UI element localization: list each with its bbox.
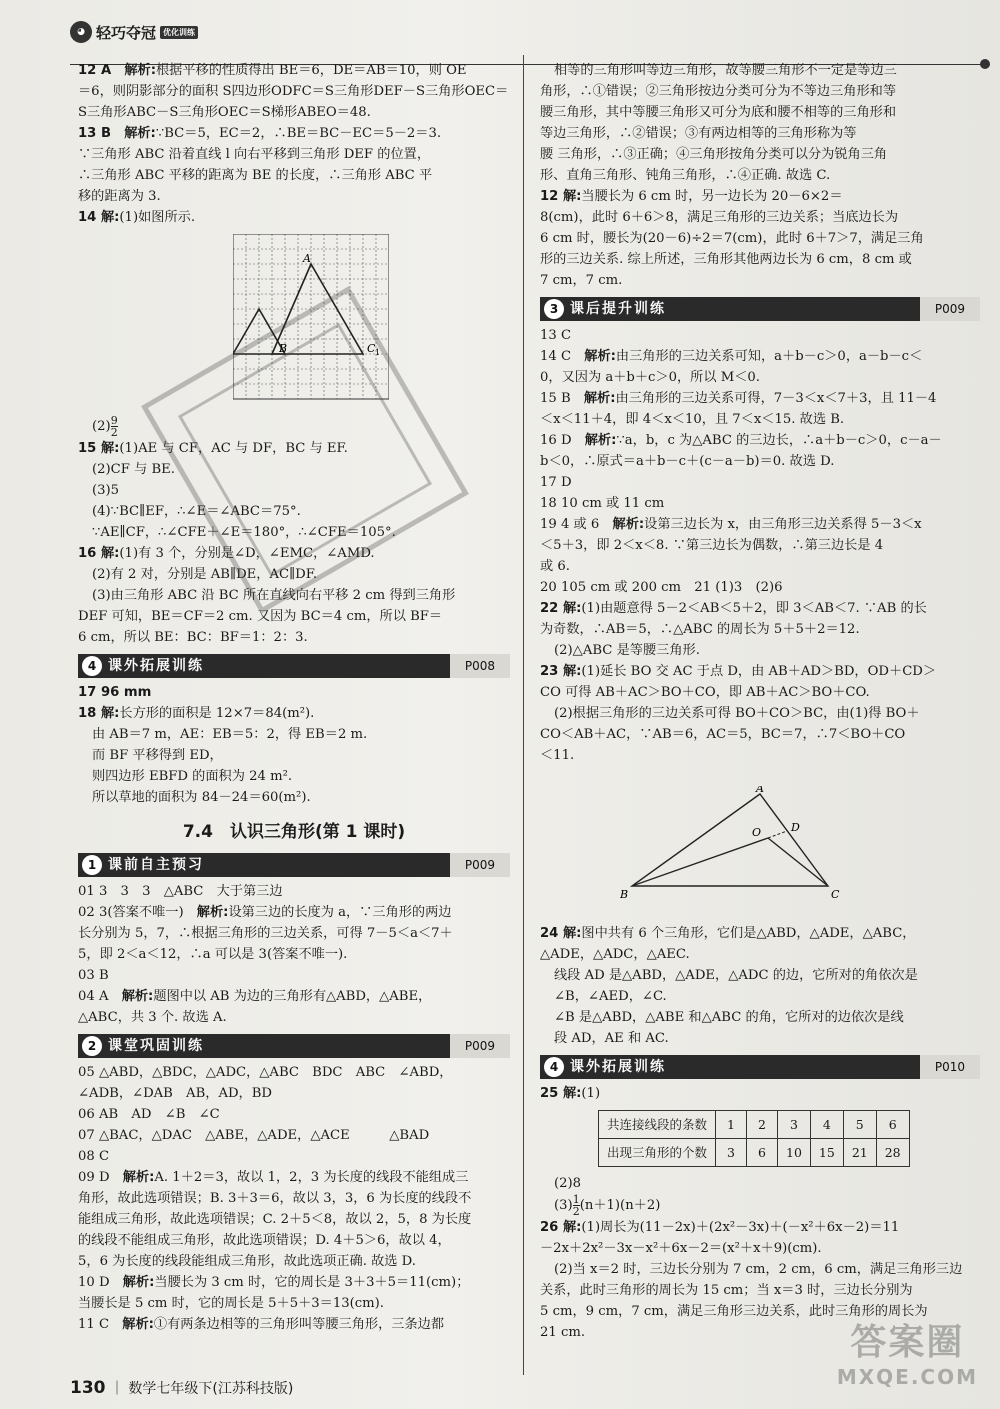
book-logo bbox=[70, 20, 198, 44]
grid-label-c1-sub: 1 bbox=[375, 348, 381, 357]
section-header-4-right: 4 课外拓展训练 P010 bbox=[540, 1055, 980, 1079]
answer-08: 08 C bbox=[78, 1149, 110, 1164]
answer-20-21-right: 20 105 cm 或 200 cm 21 (1)3 (2)6 bbox=[540, 580, 783, 595]
answer-02: 02 3(答案不唯一) 解析:设第三边的长度为 a，∵三角形的两边 长分别为 5，7，∴根据三角形的三边关系，可得 7－5＜a＜7＋ 5，即 2＜a＜12，∴a 可以是 3(答案不唯一). bbox=[78, 905, 453, 962]
segments-triangles-table bbox=[598, 1110, 910, 1167]
answer-13-right: 13 C bbox=[540, 328, 572, 343]
answer-26-right: 26 解:(1)周长为(11－2x)＋(2x²－3x)＋(－x²＋6x－2)＝11 －2x＋2x²－3x－x²＋6x－2＝(x²＋x＋9)(cm). (2)当 x＝2 时，三边长分别为 7 cm，2 cm，6 cm，满足三角形三边 关系，此时三角形的周长为 15 cm；当 x＝3 时，三边长分别为 5 cm，9 cm，7 cm，满足三角形三边关系，此时三角形的周长为 21 cm. bbox=[540, 1220, 963, 1340]
page-number: 130 bbox=[70, 1378, 106, 1398]
answer-24-right: 24 解:图中共有 6 个三角形，它们是△ABD，△ADE，△ABC， △ADE，△ADC，△AEC. 线段 AD 是△ABD，△ADE，△ADC 的边，它所对的角依次是 ∠B，∠AED，∠C. ∠B 是△ABD，△ABE 和△ABC 的角，它所对的边依次是线 段 AD，AE 和 AC. bbox=[540, 926, 918, 1046]
answer-18-right: 18 10 cm 或 11 cm bbox=[540, 496, 665, 511]
table-cell: 15 bbox=[810, 1139, 843, 1167]
tri-label-a: A bbox=[756, 786, 764, 795]
answer-09: 09 D 解析:A. 1＋2＝3，故以 1，2，3 为长度的线段不能组成三 角形，故此选项错误；B. 3＋3＝6，故以 3，3，6 为长度的线段不 能组成三角形，故此选项错误；C. 2＋5＜8，故以 2，5，8 为长度 的线段不能组成三角形，故此选项错误；D. 4＋5＞6，故以 4， 5，6 为长度的线段能组成三角形，故此选项正确. 故选 D. bbox=[78, 1170, 472, 1269]
section-header-2: 2 课堂巩固训练 P009 bbox=[78, 1034, 510, 1058]
tri-label-b: B bbox=[620, 888, 629, 901]
answer-14: 14 解:(1)如图所示. A B C 1 (2) $\frac{9}{2}$ bbox=[78, 207, 510, 438]
table-row-label: 出现三角形的个数 bbox=[599, 1139, 716, 1167]
left-column bbox=[78, 60, 510, 1335]
answer-16: 16 解:(1)有 3 个，分别是∠D，∠EMC，∠AMD. (2)有 2 对，分别是 AB∥DE，AC∥DF. (3)由三角形 ABC 沿 BC 所在直线向右平移 2 cm 得到三角形 DEF 可知，BE＝CF＝2 cm. 又因为 BC＝4 cm，所以 BF＝ 6 cm，所以 BE：BC：BF＝1：2：3. bbox=[78, 546, 456, 645]
page-header bbox=[70, 20, 990, 48]
tri-label-d: D bbox=[791, 821, 800, 834]
answer-15-right: 15 B 解析:由三角形的三边关系可得，7－3＜x＜7＋3，且 11－4 ＜x＜11＋4，即 4＜x＜10，且 7＜x＜15. 故选 B. bbox=[540, 391, 937, 427]
table-cell: 1 bbox=[716, 1111, 747, 1139]
table-cell: 3 bbox=[716, 1139, 747, 1167]
logo-text: 轻巧夺冠 bbox=[96, 23, 157, 42]
answer-13: 13 B 解析:∵BC＝5，EC＝2，∴BE＝BC－EC＝5－2＝3. ∵三角形 ABC 沿着直线 l 向右平移到三角形 DEF 的位置， ∴三角形 ABC 平移的距离为 BE 的长度，∴三角形 ABC 平 移的距离为 3. bbox=[78, 126, 442, 204]
table-row bbox=[599, 1111, 910, 1139]
table-cell: 10 bbox=[778, 1139, 811, 1167]
table-cell: 5 bbox=[843, 1111, 876, 1139]
answer-10: 10 D 解析:当腰长为 3 cm 时，它的周长是 3＋3＋5＝11(cm)； 当腰长是 5 cm 时，它的周长是 5＋5＋3＝13(cm). bbox=[78, 1275, 470, 1311]
fraction-9-2: $\frac{9}{2}$ bbox=[110, 414, 118, 439]
site-watermark: 答案圈 MXQE.COM bbox=[836, 1322, 978, 1389]
grid-label-b: B bbox=[279, 342, 288, 355]
table-cell: 4 bbox=[810, 1111, 843, 1139]
triangle-abc-figure bbox=[620, 786, 850, 906]
table-row bbox=[599, 1139, 910, 1167]
right-column bbox=[540, 60, 980, 1343]
page-footer bbox=[70, 1378, 293, 1398]
answer-11-continued: 相等的三角形叫等边三角形，故等腰三角形不一定是等边三 角形，∴①错误；②三角形按边分类可分为不等边三角形和等 腰三角形，其中等腰三角形又可分为底和腰不相等的三角形和 等边三角形，∴②错误；③有两边相等的三角形称为等 腰 三角形，∴③正确；④三角形按角分类可以分为锐角三角 形、直角三角形、钝角三角形，∴④正确. 故选 C. bbox=[540, 63, 897, 183]
logo-tag: 优化训练 bbox=[160, 26, 198, 39]
answer-16-right: 16 D 解析:∵a，b，c 为△ABC 的三边长，∴a＋b－c＞0，c－a－ b＜0，∴原式＝a＋b－c＋(c－a－b)＝0. 故选 D. bbox=[540, 433, 942, 469]
answer-12-right: 12 解:当腰长为 6 cm 时，另一边长为 20－6×2＝ 8(cm)，此时 6＋6＞8，满足三角形的三边关系；当底边长为 6 cm 时，腰长为(20－6)÷2＝7(cm)，此时 6＋7＞7，满足三角 形的三边关系. 综上所述，三角形其他两边长为 6 cm，8 cm 或 7 cm，7 cm. bbox=[540, 189, 924, 288]
answer-06: 06 AB AD ∠B ∠C bbox=[78, 1107, 220, 1122]
grid-label-a: A bbox=[303, 252, 311, 265]
table-row-label: 共连接线段的条数 bbox=[599, 1111, 716, 1139]
table-cell: 28 bbox=[876, 1139, 909, 1167]
answer-07: 07 △BAC，△DAC △ABE，△ADE，△ACE △BAD bbox=[78, 1128, 430, 1143]
answer-11: 11 C 解析:①有两条边相等的三角形叫等腰三角形，三条边都 bbox=[78, 1317, 445, 1332]
chapter-title: 7.4 认识三角形(第 1 课时) bbox=[182, 822, 406, 842]
tri-label-o: O bbox=[752, 826, 762, 839]
answer-12: 12 A 解析:根据平移的性质得出 BE＝6，DE＝AB＝10，则 OE ＝6，则阴影部分的面积 S四边形ODFC＝S三角形DEF－S三角形OEC＝ S三角形ABC－S三角形OEC＝S梯形ABEO＝48. bbox=[78, 63, 509, 120]
answer-22-right: 22 解:(1)由题意得 5－2＜AB＜5＋2，即 3＜AB＜7. ∵AB 的长 为奇数，∴AB＝5，∴△ABC 的周长为 5＋5＋2＝12. (2)△ABC 是等腰三角形. bbox=[540, 601, 927, 658]
answer-19-right: 19 4 或 6 解析:设第三边长为 x，由三角形三边关系得 5－3＜x ＜5＋3，即 2＜x＜8. ∵第三边长为偶数，∴第三边长是 4 或 6. bbox=[540, 517, 922, 574]
answer-17: 17 96 mm bbox=[78, 685, 152, 700]
tri-label-c: C bbox=[831, 888, 840, 901]
answer-03: 03 B bbox=[78, 968, 109, 983]
header-dot-icon bbox=[980, 59, 990, 69]
table-cell: 6 bbox=[876, 1111, 909, 1139]
fraction-1-2: $\frac{1}{2}$ bbox=[572, 1193, 580, 1218]
grid-label-c1: C bbox=[367, 342, 376, 355]
answer-25-right: 25 解:(1) 共连接线段的条数 1 2 3 4 5 6 出现三角形的个数 3 6 10 15 21 28 (2)8 (3) $\frac{1}{2}$ (n＋1)(n＋2) bbox=[540, 1083, 980, 1217]
table-cell: 3 bbox=[778, 1111, 811, 1139]
section-header-1: 1 课前自主预习 P009 bbox=[78, 853, 510, 877]
section-header-4-left: 4 课外拓展训练 P008 bbox=[78, 654, 510, 678]
footer-divider: ｜ bbox=[109, 1381, 124, 1397]
table-cell: 21 bbox=[843, 1139, 876, 1167]
answer-04: 04 A 解析:题图中以 AB 为边的三角形有△ABD，△ABE， △ABC，共 3 个. 故选 A. bbox=[78, 989, 432, 1025]
answer-15: 15 解:(1)AE 与 CF，AC 与 DF，BC 与 EF. (2)CF 与 BE. (3)5 (4)∵BC∥EF，∴∠E＝∠ABC＝75°. ∵AE∥CF，∴∠CFE＋∠E＝180°，∴∠CFE＝105°. bbox=[78, 441, 396, 540]
answer-23-right: 23 解:(1)延长 BO 交 AC 于点 D，由 AB＋AD＞BD，OD＋CD＞ CO 可得 AB＋AC＞BO＋CO，即 AB＋AC＞BO＋CO. (2)根据三角形的三边关系可得 BO＋CO＞BC，由(1)得 BO＋ CO＜AB＋AC，∵AB＝6，AC＝5，BC＝7，∴7＜BO＋CO ＜11. bbox=[540, 664, 937, 763]
book-title: 数学七年级下(江苏科技版) bbox=[128, 1381, 294, 1397]
table-cell: 6 bbox=[747, 1139, 778, 1167]
column-divider bbox=[523, 55, 524, 1375]
answer-17-right: 17 D bbox=[540, 475, 572, 490]
table-cell: 2 bbox=[747, 1111, 778, 1139]
answer-14-right: 14 C 解析:由三角形的三边关系可知，a＋b－c＞0，a－b－c＜ 0，又因为 a＋b＋c＞0，所以 M＜0. bbox=[540, 349, 923, 385]
answer-18: 18 解:长方形的面积是 12×7＝84(m²). 由 AB＝7 m，AE：EB＝5：2，得 EB＝2 m. 而 BF 平移得到 ED， 则四边形 EBFD 的面积为 24 m². 所以草地的面积为 84－24＝60(m²). bbox=[78, 706, 368, 805]
mascot-icon: ◕ bbox=[70, 21, 92, 43]
answer-01: 01 3 3 3 △ABC 大于第三边 bbox=[78, 884, 283, 899]
answer-05: 05 △ABD，△BDC，△ADC，△ABC BDC ABC ∠ABD， ∠ADB，∠DAB AB，AD，BD bbox=[78, 1065, 453, 1101]
section-header-3: 3 课后提升训练 P009 bbox=[540, 297, 980, 321]
